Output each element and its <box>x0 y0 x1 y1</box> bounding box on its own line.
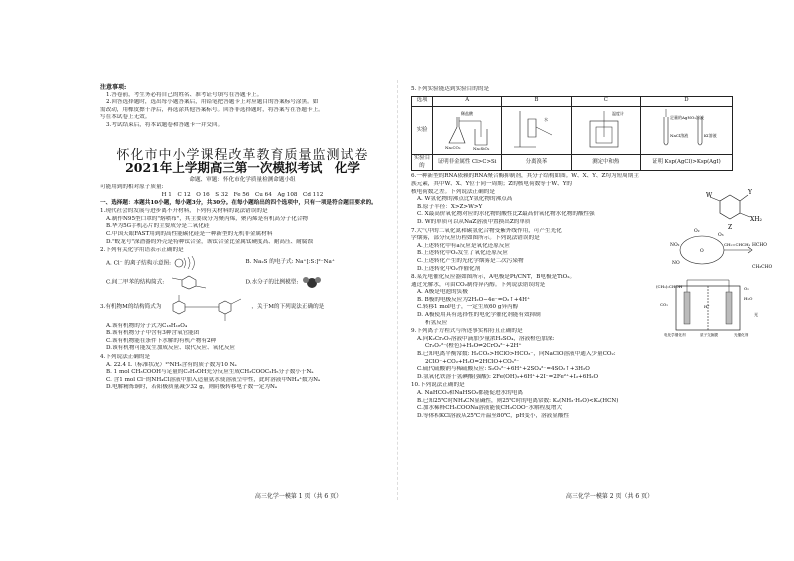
option-b: B.该有机物分子中含有3种含氧官能团 <box>106 330 200 337</box>
species-label: H₂O <box>744 296 753 302</box>
atomic-label: 可能用到的相对原子质量: <box>100 184 164 191</box>
option-a-cont: Cr₂O₇²⁻(橙色)+H₂O⇌2CrO₄²⁻+2H⁺ <box>425 343 522 350</box>
option-b: B. Na₂S 的电子式: Na⁺[:S:]²⁻Na⁺ <box>245 259 335 266</box>
author-line: 命题、审题：怀化市化学质量检测命题小组 <box>189 176 296 183</box>
option-a: A. A极是电池的负极 <box>417 289 468 296</box>
species-label: 电化学催化剂 <box>664 333 686 338</box>
question-stem-cont: ，关于M的下列说法正确的是 <box>251 303 325 310</box>
table-cell: 证明非金属性 Cl>C>Si <box>433 155 502 171</box>
species-label: H⁺ <box>704 304 710 310</box>
apparatus-c <box>571 106 640 155</box>
question-4 <box>100 354 385 392</box>
question-stem: 6.一种新型的RNA依赖的RNA聚合酶抑制剂，其分子结构如图。W、X、Y、Z均为短周期主 <box>411 173 639 180</box>
table-cell: A <box>433 96 502 106</box>
question-stem: 通过光解水，可由CO₂制得异丙醇。下列说法错误的是 <box>411 281 546 288</box>
page-2 <box>397 0 794 561</box>
species-label: 质子交换膜 <box>700 333 718 338</box>
question-5-stem: 5.下列实验能达到实验目的的是 <box>411 86 490 92</box>
note-line: 写在本试卷上无效。 <box>100 114 151 121</box>
species-label: 光催化剂 <box>734 333 749 338</box>
question-stem: 学烟雾，部分反应历程如图所示。下列说法错误的是 <box>411 235 540 242</box>
option-b: B. 1 mol CH₃COOH与足量的C₂H₅OH充分反应生成CH₃COOC₂H₅分子数小于Nₐ <box>106 369 314 376</box>
species-label: NO₂ <box>670 242 680 248</box>
label: NaCl溶液 <box>670 132 689 138</box>
table-cell: 实验目的 <box>412 155 433 171</box>
question-stem: 2.下列有关化学用语表示正确的是 <box>100 247 184 254</box>
option-c: C.该有机物能在条件下水解的有机产物有2种 <box>106 337 217 344</box>
test-tube-icon <box>646 107 726 151</box>
question-stem: 9.下列离子方程式与所述事实相符且正确的是 <box>411 328 523 335</box>
note-line: 需改动，用橡皮擦干净后，再选涂其他答案标号。回答非选择题时，将答案写在答题卡上。 <box>100 106 324 113</box>
option-b: B. B极的电极反应为2H₂O−4e⁻=O₂↑+4H⁺ <box>417 296 530 303</box>
question-stem: 3.有机物M的结构简式为 <box>100 303 162 310</box>
question-stem: 核电荷数之差。下列说法正确的是 <box>411 188 495 195</box>
water-model-icon <box>300 274 324 290</box>
species-label: HCHO <box>752 242 767 248</box>
note-line: 1.答卷前，考生务必将自己的姓名、准考证号填写在答题卡上。 <box>106 91 263 98</box>
question-3 <box>100 293 385 353</box>
table-cell: 测定中和热 <box>571 155 640 171</box>
atom-label: Z <box>728 224 733 232</box>
note-line: 3.考试结束后，将本试题卷和答题卡一并交回。 <box>106 121 224 128</box>
experiment-table <box>411 96 733 172</box>
option-c: C.加水稀释CH₃COONa溶液能使CH₃COO⁻水解程度增大 <box>417 405 563 412</box>
option-a: A. W氢化物的沸点比Y氢化物的沸点高 <box>417 196 513 203</box>
option-c: C.间二甲苯的结构简式: <box>106 279 165 286</box>
molecule-structure-icon <box>161 293 251 323</box>
flask-apparatus-icon <box>437 107 497 151</box>
table-cell: C <box>571 96 640 106</box>
species-label: O₂ <box>694 228 700 234</box>
reaction-cycle-diagram <box>662 224 782 276</box>
option-d: D.等体积KCl溶液从25℃升温至80℃，pH变小，溶液显酸性 <box>417 412 570 419</box>
apparatus-b <box>502 106 571 155</box>
notes-title: 注意事项: <box>100 84 127 91</box>
species-label: O <box>700 248 704 254</box>
option-c: C.中国天眼FAST用到的高性能碳化硅是一种新型的无机非金属材料 <box>106 230 273 237</box>
species-label: O₃ <box>718 232 724 238</box>
option-a: A. Cl⁻ 的离子结构示意图: <box>106 260 172 267</box>
option-b: B.已知25℃时NH₄CN显碱性，则25℃时的电离常数: Kₐ(NH₃·H₂O)<Kₐ(HCN) <box>417 397 619 404</box>
option-a: A.向K₂Cr₂O₇溶液中滴加少量浓H₂SO₄，溶液橙色加深: <box>417 335 555 342</box>
option-c: C.上述转化产生的光化学烟雾是二次污染物 <box>417 257 524 264</box>
page-footer: 高三化学一模第 2 页（共 6 页） <box>565 493 654 501</box>
option-b-cont: 2ClO⁻+CO₂+H₂O=2HClO+CO₃²⁻ <box>425 358 520 365</box>
question-2 <box>100 247 385 292</box>
option-d: D.氢氧化铁溶于氢碘酸(强酸): 2Fe(OH)₃+6H⁺+2I⁻=2Fe²⁺+I₂+6H₂O <box>417 373 599 380</box>
electrochemical-cell-diagram <box>656 276 776 338</box>
label: KI溶液 <box>704 132 718 138</box>
species-label: CO₂ <box>660 302 668 308</box>
option-d: D.电解精炼铜时，若阳极质量减少32 g，则阴极转移电子数一定为Nₐ <box>106 384 278 391</box>
question-stem: 1.现代社会的发展与进步离不开材料，下列有关材料的说法错误的是 <box>100 208 268 215</box>
option-a: A.制作N95型口罩的"熔喷布"，其主要成分为聚丙烯，聚丙烯是有机高分子化合物 <box>106 215 308 222</box>
calorimeter-icon <box>576 107 636 151</box>
species-label: 光 <box>754 312 758 318</box>
atom-label: W <box>706 192 713 200</box>
table-cell: B <box>502 96 571 106</box>
question-stem: 8.某光电催化反应器如图所示，A电极是Pt/CNT，B电极是TiO₂。 <box>411 274 576 281</box>
option-d: D. A极使用具有选择性的电化学催化剂能有效抑制 <box>417 312 541 319</box>
option-b: B.上述转化中O₂发生了氧化还原反应 <box>417 250 509 257</box>
note-line: 2.回答选择题时，选出每小题答案后，用铅笔把答题卡上对应题目的答案标号涂黑。如 <box>106 99 319 106</box>
atom-label: Y <box>748 189 752 197</box>
species-label: CH₂=CHCH₃ <box>724 241 751 247</box>
question-stem: 4.下列说法正确的是 <box>100 354 151 361</box>
exam-title: 怀化市中小学课程改革教育质量监测试卷 <box>116 147 369 163</box>
ion-structure-icon <box>173 255 199 271</box>
distillation-icon <box>506 107 566 151</box>
label: Na₂CO₃ <box>445 144 461 150</box>
species-label: O₂ <box>744 286 749 292</box>
option-a: A. NaHCO₃和NaHSO₃都能促进水的电离 <box>417 390 523 396</box>
option-b: B.已知电离平衡常数: H₂CO₃>HClO>HCO₃⁻，向NaClO溶液中通入少量CO₂: <box>417 351 616 358</box>
species-label: CH₃CHO <box>752 264 773 270</box>
species-label: NO <box>672 260 680 266</box>
option-c: C. X最高价氧化物对应的水化物的酸性比Z最高价氧化物水化物的酸性强 <box>417 211 595 218</box>
exam-subtitle: 2021年上学期高三第一次模拟考试 化学 <box>125 160 360 176</box>
page-footer: 高三化学一模第 1 页（共 6 页） <box>254 493 343 501</box>
question-stem: 7.大气中的二氧化氮和碳氢化合物受紫外线作用，可产生光化 <box>411 227 562 234</box>
option-c: C. 含1 mol Cl⁻的NH₄Cl溶液中加入适量氨水使溶液呈中性，此时溶液中NH₄⁺数为Nₐ <box>106 376 321 383</box>
atomic-masses: H 1 C 12 O 16 S 32 Fe 56 Cu 64 Ag 108 Cd 112 <box>161 191 324 198</box>
option-d: D.该有机物可能发生加成反应、取代反应、氧化反应 <box>106 345 236 352</box>
option-a: A.该有机物的分子式为C₁₈H₁₈O₄ <box>106 322 188 329</box>
table-cell: 选项 <box>412 96 433 106</box>
question-stem: 10.下列说法正确的是 <box>411 382 465 389</box>
option-d: D."蛟龙号"深潜器的外壳是特种钛合金，该钛合金比金属钛硬度高、耐高压、耐腐蚀 <box>106 238 313 245</box>
apparatus-d <box>640 106 732 155</box>
question-stem: 族元素，其中W、X、Y位于同一周期；Z的核电荷数等于W、Y的 <box>411 180 573 187</box>
species-label: (CH₃)₂CHOH <box>656 284 683 290</box>
section-1-header: 一、选择题：本题共10小题，每小题3分，共30分。在每小题给出的四个选项中，只有一项是符合题目要求的。 <box>100 199 377 206</box>
option-b: B.原子半径：X>Z>W>Y <box>417 203 483 210</box>
atom-label: XH₂ <box>750 216 762 224</box>
option-b: B.华为5G手机芯片的主要成分是二氧化硅 <box>106 223 210 230</box>
label: 足量的AgNO₃溶液 <box>670 114 705 120</box>
table-cell: D <box>640 96 732 106</box>
table-cell: 实验 <box>412 106 433 155</box>
option-c: C.转移1 mol电子，一定生成60 g异丙醇 <box>417 304 519 311</box>
option-d: D.上述转化中O₂作催化剂 <box>417 265 481 272</box>
option-a: A.上述转化中有a反应是氧化还原反应 <box>417 242 511 249</box>
question-1 <box>100 208 385 246</box>
benzene-ring-icon <box>166 274 212 290</box>
table-cell: 分离溴苯 <box>502 155 571 171</box>
option-d: D. W的单质可以从NaZ溶液中置换出Z的单质 <box>417 218 531 225</box>
question-7 <box>411 228 784 274</box>
apparatus-a <box>433 106 502 155</box>
option-d: D.水分子的比例模型: <box>245 279 299 286</box>
label: 温度计 <box>611 110 624 116</box>
label: 稀盐酸 <box>461 110 474 116</box>
option-a: A. 22.4 L（标准状况）¹⁵NH₃含有的质子数为10 Nₐ <box>106 361 237 368</box>
label: 水 <box>544 116 549 122</box>
table-cell: 证明 Ksp(AgCl)>Ksp(AgI) <box>640 155 732 171</box>
question-10 <box>411 382 784 420</box>
option-c: C.硫代硫酸钠与稀硫酸反应: S₂O₃²⁻+6H⁺+2SO₄²⁻=4SO₂↑+3H₂O <box>417 366 590 373</box>
option-d-cont: 析氢反应 <box>425 319 448 326</box>
label: Na₂SiO₃ <box>473 145 490 151</box>
